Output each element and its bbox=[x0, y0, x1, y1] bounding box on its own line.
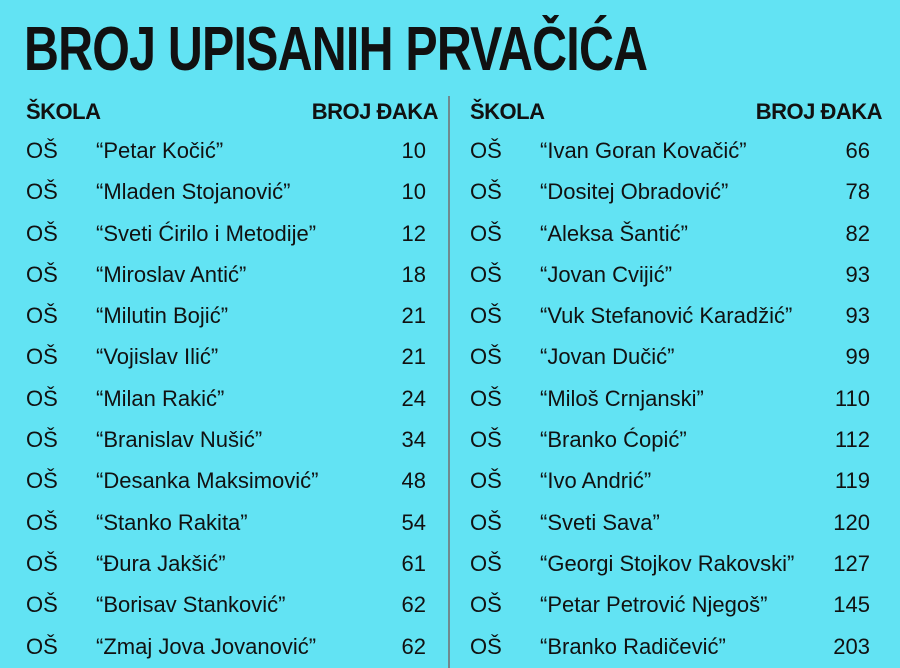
student-count: 145 bbox=[833, 592, 870, 618]
student-count: 127 bbox=[833, 550, 870, 576]
left-rows bbox=[26, 130, 438, 667]
right-rows bbox=[470, 130, 882, 667]
school-name: “Petar Petrović Njegoš” bbox=[540, 592, 768, 618]
student-count: 120 bbox=[833, 509, 870, 535]
table-row bbox=[26, 378, 438, 419]
table-row bbox=[26, 584, 438, 625]
school-prefix: OŠ bbox=[470, 633, 502, 659]
table-row bbox=[470, 336, 882, 377]
school-prefix: OŠ bbox=[470, 385, 502, 411]
student-count: 12 bbox=[401, 220, 426, 246]
student-count: 93 bbox=[845, 303, 870, 329]
school-name: “Ivo Andrić” bbox=[540, 468, 652, 494]
table-row bbox=[470, 254, 882, 295]
school-prefix: OŠ bbox=[26, 385, 58, 411]
school-prefix: OŠ bbox=[470, 220, 502, 246]
table-row bbox=[470, 378, 882, 419]
student-count: 10 bbox=[401, 138, 426, 163]
school-prefix: OŠ bbox=[470, 592, 502, 618]
table-row bbox=[26, 295, 438, 336]
school-name: “Đura Jakšić” bbox=[96, 550, 226, 576]
school-name: “Miloš Crnjanski” bbox=[540, 385, 704, 411]
table-row bbox=[470, 584, 882, 625]
school-prefix: OŠ bbox=[26, 344, 58, 370]
header-school: ŠKOLA bbox=[26, 99, 101, 124]
school-name: “Jovan Cvijić” bbox=[540, 261, 673, 287]
right-column-header bbox=[470, 96, 882, 130]
left-column bbox=[26, 96, 438, 668]
school-prefix: OŠ bbox=[470, 344, 502, 370]
student-count: 48 bbox=[401, 468, 426, 494]
table-row bbox=[26, 419, 438, 460]
school-name: “Branislav Nušić” bbox=[96, 427, 263, 453]
school-prefix: OŠ bbox=[26, 509, 58, 535]
school-name: “Petar Kočić” bbox=[96, 138, 224, 163]
table-row bbox=[26, 213, 438, 254]
school-prefix: OŠ bbox=[26, 138, 58, 163]
table-row bbox=[26, 171, 438, 212]
table-row bbox=[26, 254, 438, 295]
student-count: 203 bbox=[833, 633, 870, 659]
header-count: BROJ ĐAKA bbox=[311, 99, 438, 124]
table-row bbox=[470, 130, 882, 171]
table-row bbox=[470, 419, 882, 460]
left-column-header bbox=[26, 96, 438, 130]
school-name: “Zmaj Jova Jovanović” bbox=[96, 633, 317, 659]
table-row bbox=[470, 460, 882, 501]
table-row bbox=[26, 502, 438, 543]
school-name: “Stanko Rakita” bbox=[96, 509, 248, 535]
student-count: 61 bbox=[401, 550, 426, 576]
school-prefix: OŠ bbox=[26, 220, 58, 246]
school-prefix: OŠ bbox=[26, 303, 58, 329]
school-name: “Milan Rakić” bbox=[96, 385, 225, 411]
school-prefix: OŠ bbox=[26, 550, 58, 576]
table-row bbox=[470, 543, 882, 584]
school-prefix: OŠ bbox=[470, 550, 502, 576]
school-prefix: OŠ bbox=[470, 468, 502, 494]
student-count: 112 bbox=[834, 427, 870, 453]
table-row bbox=[26, 626, 438, 667]
school-prefix: OŠ bbox=[470, 303, 502, 329]
school-prefix: OŠ bbox=[470, 427, 502, 453]
student-count: 119 bbox=[834, 468, 870, 494]
student-count: 34 bbox=[401, 427, 426, 453]
page-title: BROJ UPISANIH PRVAČIĆA bbox=[24, 15, 648, 84]
table-row bbox=[26, 543, 438, 584]
school-name: “Aleksa Šantić” bbox=[540, 220, 688, 246]
school-prefix: OŠ bbox=[26, 633, 58, 659]
student-count: 110 bbox=[834, 385, 870, 411]
table-row bbox=[470, 502, 882, 543]
student-count: 93 bbox=[845, 261, 870, 287]
student-count: 62 bbox=[401, 592, 426, 618]
school-name: “Ivan Goran Kovačić” bbox=[540, 138, 747, 163]
school-name: “Sveti Sava” bbox=[540, 509, 660, 535]
student-count: 54 bbox=[401, 509, 426, 535]
school-prefix: OŠ bbox=[470, 179, 502, 205]
school-prefix: OŠ bbox=[26, 427, 58, 453]
right-column bbox=[470, 96, 882, 668]
header-count: BROJ ĐAKA bbox=[755, 99, 882, 124]
student-count: 82 bbox=[845, 220, 870, 246]
student-count: 24 bbox=[401, 385, 426, 411]
school-prefix: OŠ bbox=[470, 509, 502, 535]
school-name: “Branko Ćopić” bbox=[540, 427, 687, 453]
table-row bbox=[470, 213, 882, 254]
student-count: 18 bbox=[401, 261, 426, 287]
table-row bbox=[26, 460, 438, 501]
table-row bbox=[470, 171, 882, 212]
school-prefix: OŠ bbox=[26, 592, 58, 618]
school-name: “Mladen Stojanović” bbox=[96, 179, 291, 205]
school-prefix: OŠ bbox=[470, 261, 502, 287]
student-count: 62 bbox=[401, 633, 426, 659]
header-school: ŠKOLA bbox=[470, 99, 545, 124]
student-count: 21 bbox=[401, 303, 426, 329]
school-name: “Vuk Stefanović Karadžić” bbox=[540, 303, 793, 329]
student-count: 99 bbox=[845, 344, 870, 370]
school-name: “Georgi Stojkov Rakovski” bbox=[540, 550, 795, 576]
table-row bbox=[470, 626, 882, 667]
student-count: 21 bbox=[401, 344, 426, 370]
student-count: 10 bbox=[401, 179, 426, 205]
school-name: “Branko Radičević” bbox=[540, 633, 726, 659]
student-count: 66 bbox=[845, 138, 870, 163]
column-divider bbox=[448, 96, 450, 668]
table-row bbox=[26, 336, 438, 377]
school-prefix: OŠ bbox=[26, 468, 58, 494]
school-name: “Sveti Ćirilo i Metodije” bbox=[96, 220, 317, 246]
school-prefix: OŠ bbox=[470, 138, 502, 163]
student-count: 78 bbox=[845, 179, 870, 205]
school-name: “Milutin Bojić” bbox=[96, 303, 229, 329]
school-prefix: OŠ bbox=[26, 179, 58, 205]
school-name: “Dositej Obradović” bbox=[540, 179, 729, 205]
table-row bbox=[26, 130, 438, 171]
school-name: “Jovan Dučić” bbox=[540, 344, 675, 370]
school-name: “Borisav Stanković” bbox=[96, 592, 286, 618]
school-name: “Vojislav Ilić” bbox=[96, 344, 219, 370]
school-prefix: OŠ bbox=[26, 261, 58, 287]
table-row bbox=[470, 295, 882, 336]
school-name: “Desanka Maksimović” bbox=[96, 468, 319, 494]
school-name: “Miroslav Antić” bbox=[96, 261, 247, 287]
